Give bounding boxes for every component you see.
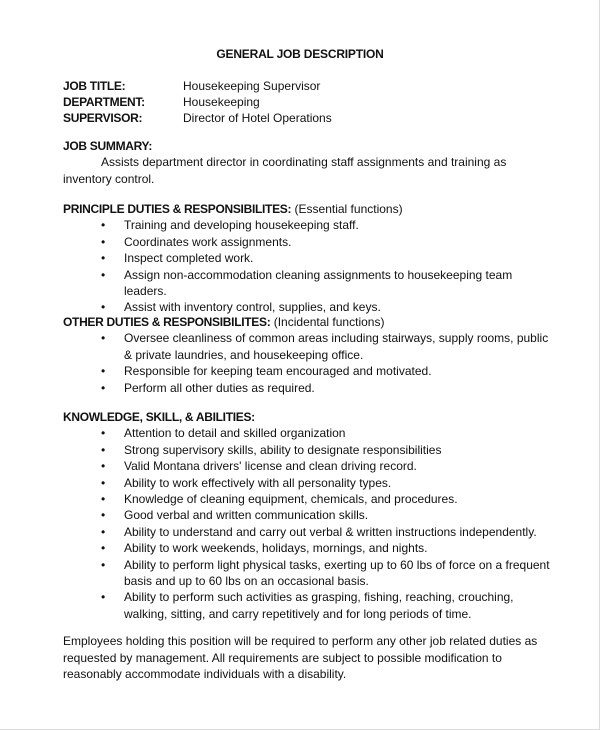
- bullet-icon: •: [101, 541, 106, 556]
- job-summary-text: Assists department director in coordinating staff assignments and training as inventory control.: [63, 155, 507, 186]
- list-item: [63, 330, 553, 363]
- list-item: [63, 557, 553, 590]
- bullet-icon: •: [101, 524, 106, 539]
- list-item: [63, 380, 553, 396]
- department-value: Housekeeping: [183, 95, 260, 109]
- bullet-icon: •: [101, 442, 106, 457]
- bullet-icon: •: [101, 492, 106, 507]
- supervisor-row: [63, 110, 332, 126]
- other-duties-heading: OTHER DUTIES & RESPONSIBILITES:: [63, 315, 271, 329]
- department-row: [63, 94, 332, 110]
- department-label: DEPARTMENT:: [63, 95, 145, 109]
- bullet-icon: •: [101, 557, 106, 572]
- list-item-text: Ability to work weekends, holidays, mornings, and nights.: [124, 541, 428, 556]
- list-item: [63, 524, 553, 540]
- list-item: [63, 234, 553, 250]
- list-item-text: Assign non-accommodation cleaning assignments to housekeeping team leaders.: [124, 267, 513, 299]
- principle-duties-heading-line: [63, 201, 553, 217]
- list-item: [63, 363, 553, 379]
- list-item: [63, 507, 553, 523]
- bullet-icon: •: [101, 234, 106, 249]
- bullet-icon: •: [101, 459, 106, 474]
- list-item: [63, 425, 553, 441]
- principle-duties-note: (Essential functions): [291, 202, 403, 216]
- job-summary-section: [63, 138, 553, 187]
- list-item: [63, 217, 553, 233]
- list-item-text: Valid Montana drivers' license and clean driving record.: [124, 459, 417, 474]
- bullet-icon: •: [101, 426, 106, 441]
- list-item: [63, 540, 553, 556]
- list-item-text: Ability to work effectively with all personality types.: [124, 475, 392, 490]
- bullet-icon: •: [101, 267, 106, 282]
- list-item-text: Oversee cleanliness of common areas including stairways, supply rooms, public & private laundries, and housekeeping office.: [124, 331, 549, 362]
- other-duties-list: [63, 330, 553, 396]
- list-item-text: Ability to perform such activities as grasping, fishing, reaching, crouching, walking, sitting, and carry repetitively and for long periods of time.: [124, 590, 514, 621]
- job-title-row: [63, 78, 332, 94]
- bullet-icon: •: [101, 331, 106, 346]
- bullet-icon: •: [101, 364, 106, 379]
- bullet-icon: •: [101, 475, 106, 490]
- ksa-heading: KNOWLEDGE, SKILL, & ABILITIES:: [63, 410, 255, 424]
- list-item: [63, 589, 553, 622]
- job-title-label: JOB TITLE:: [63, 79, 126, 93]
- list-item-text: Assist with inventory control, supplies, and keys.: [124, 300, 381, 315]
- job-summary-heading: JOB SUMMARY:: [63, 139, 153, 153]
- other-duties-section: [63, 314, 553, 396]
- other-duties-heading-line: [63, 314, 553, 330]
- bullet-icon: •: [101, 590, 106, 605]
- other-duties-note: (Incidental functions): [270, 315, 385, 329]
- list-item-text: Good verbal and written communication skills.: [124, 508, 369, 523]
- bullet-icon: •: [101, 251, 106, 266]
- list-item-text: Ability to perform light physical tasks, exerting up to 60 lbs of force on a frequent basis and up to 60 lbs on an occasional basis.: [124, 557, 550, 589]
- list-item-text: Strong supervisory skills, ability to designate responsibilities: [124, 442, 442, 457]
- document-title: GENERAL JOB DESCRIPTION: [216, 47, 384, 61]
- list-item-text: Coordinates work assignments.: [124, 234, 292, 249]
- supervisor-value: Director of Hotel Operations: [183, 111, 332, 125]
- supervisor-label: SUPERVISOR:: [63, 111, 143, 125]
- job-title-value: Housekeeping Supervisor: [183, 79, 321, 93]
- list-item-text: Inspect completed work.: [124, 251, 254, 266]
- list-item-text: Perform all other duties as required.: [124, 380, 315, 395]
- principle-duties-heading: PRINCIPLE DUTIES & RESPONSIBILITES:: [63, 202, 292, 216]
- list-item-text: Responsible for keeping team encouraged and motivated.: [124, 364, 432, 379]
- bullet-icon: •: [101, 300, 106, 315]
- list-item-text: Knowledge of cleaning equipment, chemicals, and procedures.: [124, 492, 458, 507]
- bullet-icon: •: [101, 380, 106, 395]
- ksa-list: [63, 425, 553, 622]
- bullet-icon: •: [101, 218, 106, 233]
- bullet-icon: •: [101, 508, 106, 523]
- list-item: [63, 442, 553, 458]
- closing-paragraph: Employees holding this position will be required to perform any other job related duties as requested by management. All requirements are subject to possible modification to reasonably accommodate individuals with a disability.: [63, 634, 538, 681]
- principle-duties-section: [63, 201, 553, 316]
- list-item-text: Attention to detail and skilled organization: [124, 426, 346, 441]
- list-item: [63, 475, 553, 491]
- list-item: [63, 267, 553, 300]
- list-item-text: Ability to understand and carry out verbal & written instructions independently.: [124, 524, 537, 539]
- principle-duties-list: [63, 217, 553, 315]
- list-item: [63, 458, 553, 474]
- list-item-text: Training and developing housekeeping staff.: [124, 218, 359, 233]
- list-item: [63, 491, 553, 507]
- job-info-block: [63, 78, 332, 126]
- ksa-section: [63, 409, 553, 622]
- list-item: [63, 250, 553, 266]
